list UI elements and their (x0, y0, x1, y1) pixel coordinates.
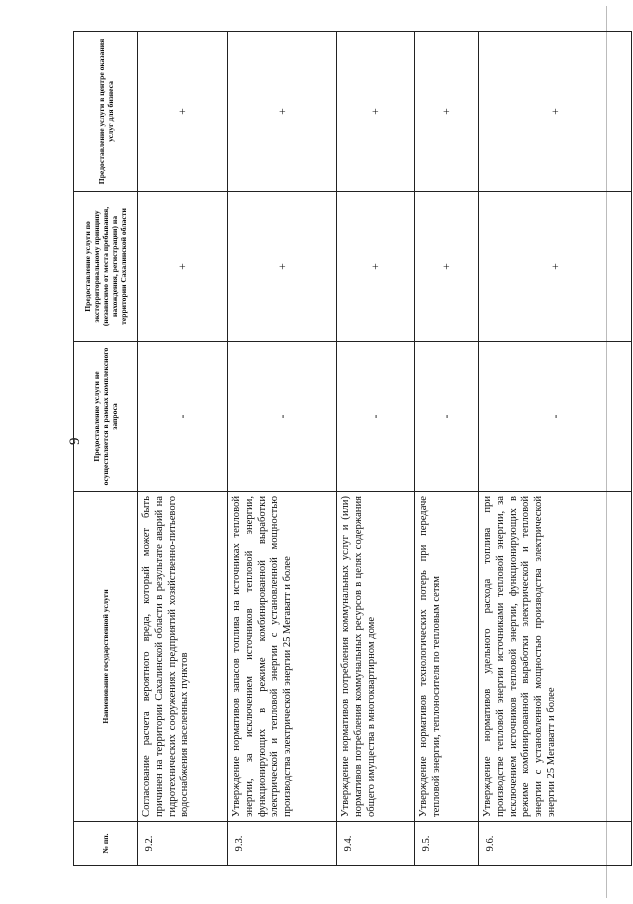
complex-mark: - (415, 342, 479, 492)
complex-mark: - (479, 342, 632, 492)
business-center-mark: + (415, 32, 479, 192)
row-number: 9.2. (138, 822, 228, 866)
service-name: Утверждение нормативов технологических потерь при передаче тепловой энергии, теплоносителя по тепловым сетям (415, 492, 479, 822)
row-number: 9.3. (228, 822, 337, 866)
service-name: Утверждение нормативов потребления коммунальных услуг и (или) нормативов потребления коммунальных ресурсов в целях содержания общего имущества в многоквартирном доме (337, 492, 415, 822)
page-number: 9 (67, 437, 83, 445)
header-extraterritorial: Предоставление услуги по экстерриториальному принципу (независимо от места пребывания, нахождения, регистрации) на территории Сахалинской области (74, 192, 138, 342)
header-name: Наименование государственной услуги (74, 492, 138, 822)
table-row (138, 32, 228, 866)
complex-mark: - (228, 342, 337, 492)
extraterritorial-mark: + (415, 192, 479, 342)
complex-mark: - (138, 342, 228, 492)
complex-mark: - (337, 342, 415, 492)
table-row (228, 32, 337, 866)
row-number: 9.6. (479, 822, 632, 866)
extraterritorial-mark: + (479, 192, 632, 342)
extraterritorial-mark: + (337, 192, 415, 342)
extraterritorial-mark: + (228, 192, 337, 342)
service-name: Утверждение нормативов удельного расхода топлива при производстве тепловой энергии источниками тепловой энергии, за исключением источников тепловой энергии, функционирующих в режиме комбинированной выработки электрической и тепловой энергии с установленной мощностью производства электрической энергии 25 Мегаватт и более (479, 492, 632, 822)
extraterritorial-mark: + (138, 192, 228, 342)
service-name: Согласование расчета вероятного вреда, который может быть причинен на территории Сахалинской области в результате аварий на гидротехнических сооружениях предприятий хозяйственно-питьевого водоснабжения населенных пунктов (138, 492, 228, 822)
service-name: Утверждение нормативов запасов топлива на источниках тепловой энергии, за исключением источников тепловой энергии, функционирующих в режиме комбинированной выработки электрической и тепловой энергии с установленной мощностью производства электрической энергии 25 Мегаватт и более (228, 492, 337, 822)
header-business-center: Предоставление услуги в центре оказания услуг для бизнеса (74, 32, 138, 192)
header-num: № пп. (74, 822, 138, 866)
table-row (337, 32, 415, 866)
business-center-mark: + (228, 32, 337, 192)
header-complex: Предоставление услуги не осуществляется в рамках комплексного запроса (74, 342, 138, 492)
table-header-row (74, 32, 138, 866)
business-center-mark: + (337, 32, 415, 192)
table-row (479, 32, 632, 866)
row-number: 9.5. (415, 822, 479, 866)
business-center-mark: + (138, 32, 228, 192)
services-table (73, 31, 632, 866)
business-center-mark: + (479, 32, 632, 192)
table-row (415, 32, 479, 866)
rotated-table-container (73, 32, 631, 866)
row-number: 9.4. (337, 822, 415, 866)
